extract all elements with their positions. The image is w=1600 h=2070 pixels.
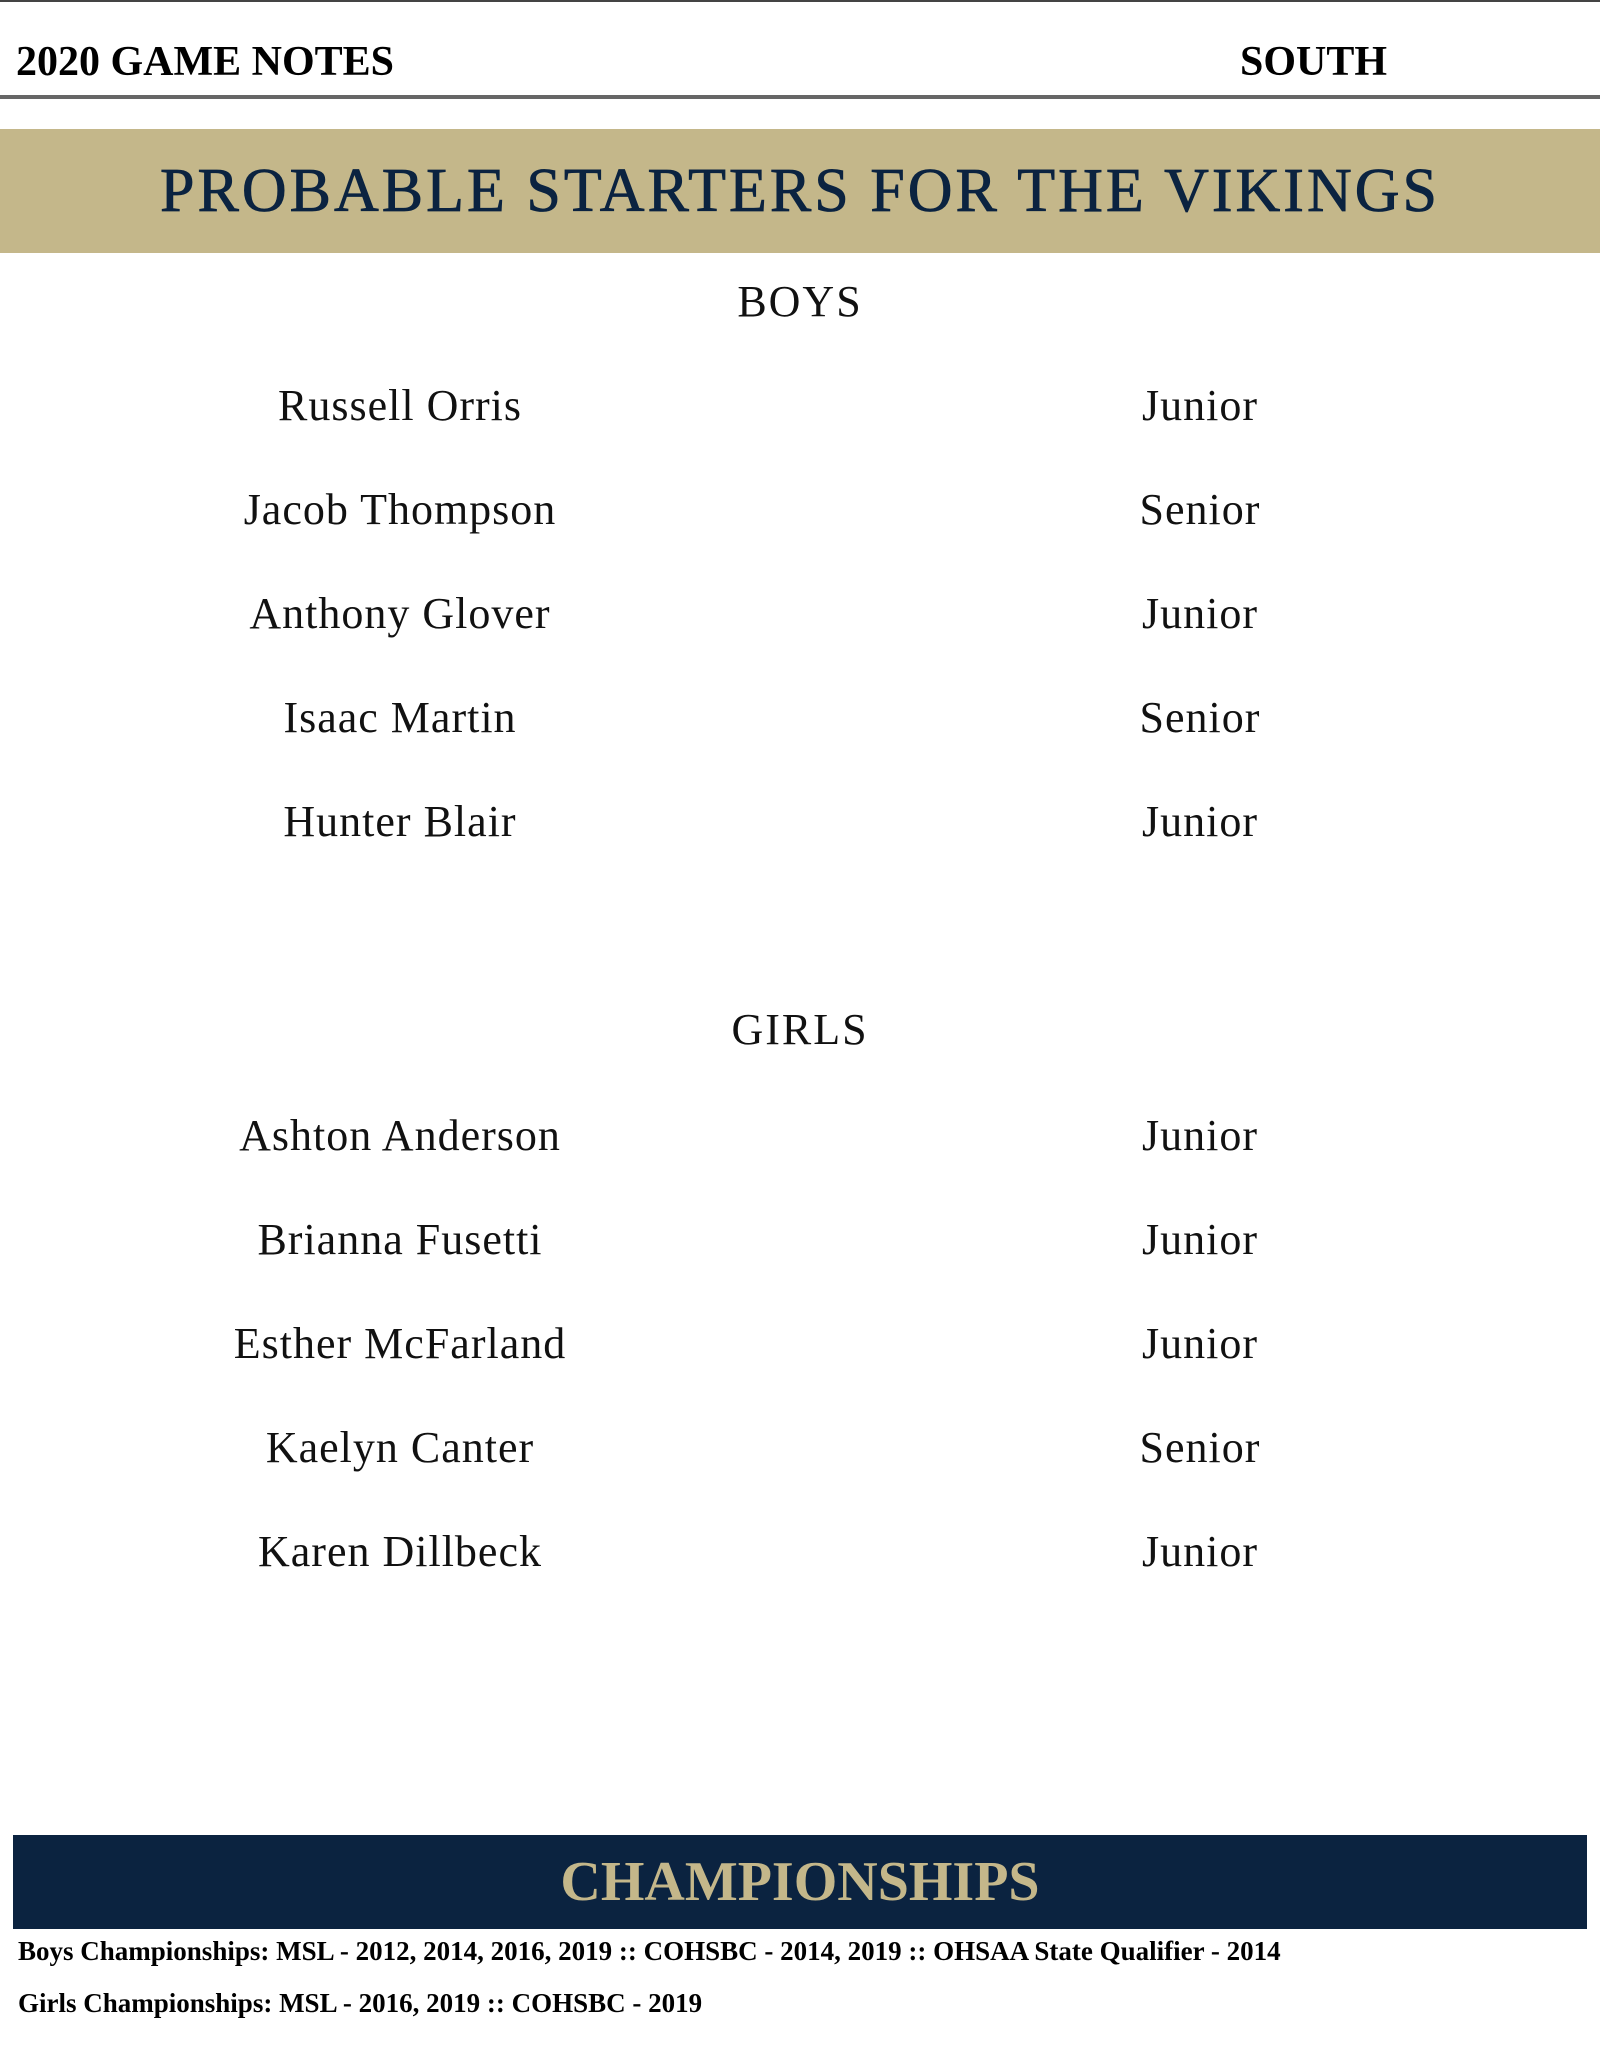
player-name: Karen Dillbeck	[258, 1527, 542, 1576]
player-name: Kaelyn Canter	[265, 1423, 535, 1472]
player-name: Isaac Martin	[283, 693, 517, 742]
page-header	[0, 38, 1600, 98]
header-team: SOUTH	[1240, 39, 1388, 85]
player-class: Junior	[1142, 589, 1258, 638]
player-name: Jacob Thompson	[243, 485, 557, 534]
player-name: Ashton Anderson	[239, 1111, 561, 1160]
player-class: Junior	[1142, 381, 1258, 430]
player-class: Junior	[1142, 1527, 1258, 1576]
boys-heading: BOYS	[737, 277, 863, 326]
roster-row	[0, 484, 1600, 588]
roster-row	[0, 796, 1600, 900]
player-name: Brianna Fusetti	[257, 1215, 543, 1264]
roster-row	[0, 692, 1600, 796]
roster-row	[0, 1422, 1600, 1526]
header-title: 2020 GAME NOTES	[16, 39, 395, 85]
roster-row	[0, 380, 1600, 484]
player-class: Senior	[1139, 693, 1261, 742]
player-name: Russell Orris	[278, 381, 522, 430]
boys-roster	[0, 380, 1600, 900]
banner-title: PROBABLE STARTERS FOR THE VIKINGS	[160, 156, 1440, 225]
player-class: Junior	[1142, 1319, 1258, 1368]
roster-row	[0, 1110, 1600, 1214]
boys-championships: Boys Championships: MSL - 2012, 2014, 2016, 2019 :: COHSBC - 2014, 2019 :: OHSAA State Qualifier - 2014	[18, 1936, 1281, 1966]
girls-heading: GIRLS	[731, 1005, 869, 1054]
roster-row	[0, 588, 1600, 692]
player-name: Esther McFarland	[233, 1319, 567, 1368]
starters-banner	[0, 129, 1600, 253]
top-rule	[0, 0, 1600, 2]
player-name: Hunter Blair	[283, 797, 517, 846]
championships-banner	[13, 1835, 1587, 1929]
girls-roster	[0, 1110, 1600, 1630]
player-class: Junior	[1142, 1111, 1258, 1160]
championships-title: CHAMPIONSHIPS	[560, 1851, 1040, 1913]
roster-row	[0, 1526, 1600, 1630]
player-name: Anthony Glover	[249, 589, 551, 638]
player-class: Senior	[1139, 1423, 1261, 1472]
player-class: Senior	[1139, 485, 1261, 534]
roster-row	[0, 1214, 1600, 1318]
player-class: Junior	[1142, 797, 1258, 846]
player-class: Junior	[1142, 1215, 1258, 1264]
girls-championships: Girls Championships: MSL - 2016, 2019 :: COHSBC - 2019	[18, 1988, 703, 2018]
roster-row	[0, 1318, 1600, 1422]
header-rule	[0, 95, 1600, 99]
